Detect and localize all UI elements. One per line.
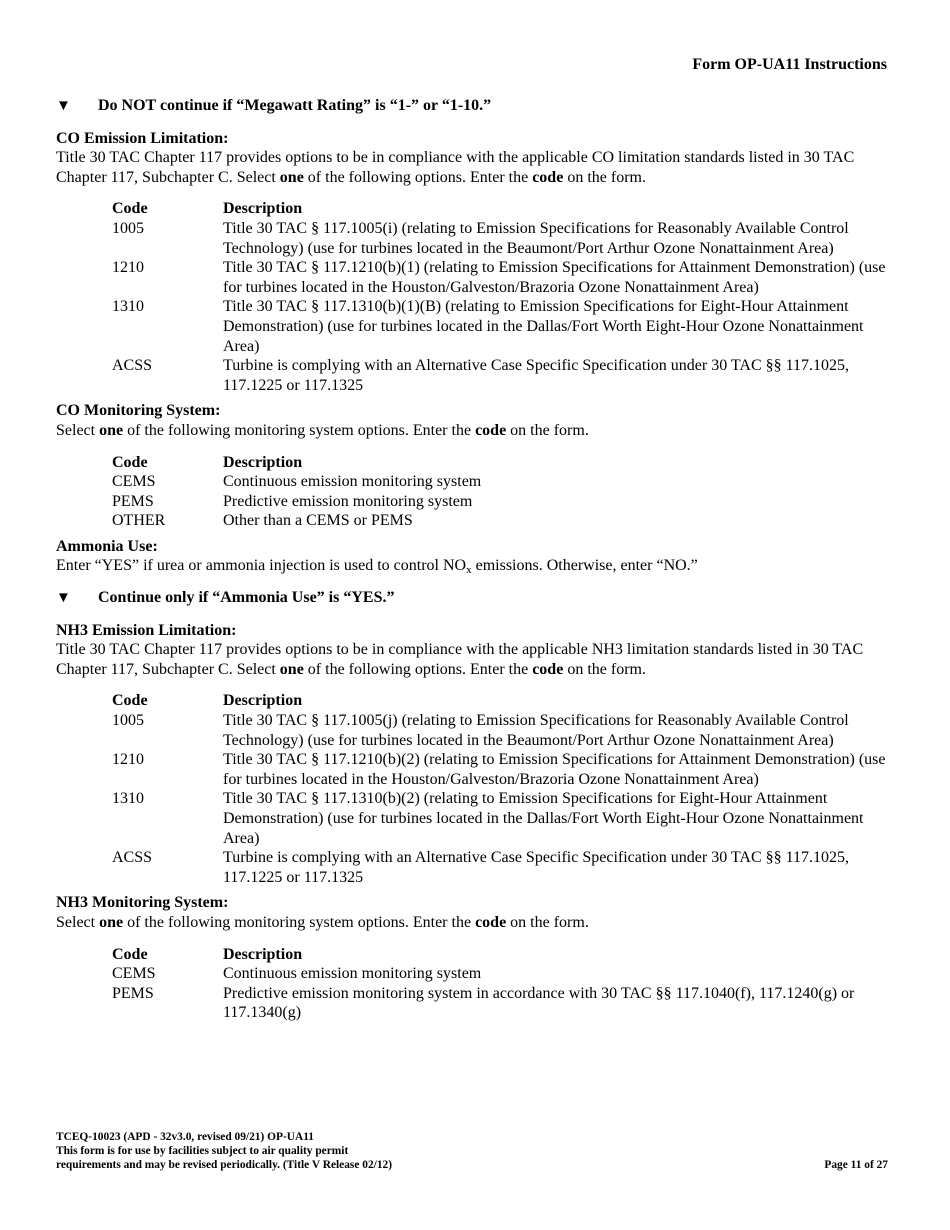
row-code: 1210 xyxy=(112,751,144,769)
table-header-row xyxy=(112,691,895,711)
row-code: 1310 xyxy=(112,298,144,316)
column-header-code: Code xyxy=(112,453,148,471)
notice-text: Do NOT continue if “Megawatt Rating” is “1-” or “1-10.” xyxy=(98,97,492,114)
table-row xyxy=(112,219,895,258)
code-table-nh3-limitation xyxy=(112,691,895,887)
section-intro: Title 30 TAC Chapter 117 provides options to be in compliance with the applicable NH3 limitation standards listed in 30 TAC Chapter 117, Subchapter C. Select one of the following options. Enter the code on the form. xyxy=(56,641,864,678)
table-row xyxy=(112,984,895,1023)
section-intro: Select one of the following monitoring system options. Enter the code on the form. xyxy=(56,913,589,931)
row-code: 1005 xyxy=(112,712,144,730)
code-table-co-monitoring xyxy=(112,453,895,531)
row-description: Title 30 TAC § 117.1310(b)(2) (relating to Emission Specifications for Eight-Hour Attainment Demonstration) (use for turbines located in the Dallas/Fort Worth Eight-Hour Ozone Nonattainment Area) xyxy=(223,790,864,847)
column-header-description: Description xyxy=(223,945,303,963)
row-code: PEMS xyxy=(112,492,154,510)
code-table-co-limitation xyxy=(112,199,895,395)
row-code: ACSS xyxy=(112,849,153,867)
footer-revision-note: requirements and may be revised periodically. (Title V Release 02/12) xyxy=(56,1159,393,1172)
table-row xyxy=(112,511,895,531)
row-description: Continuous emission monitoring system xyxy=(223,965,482,983)
section-title-nh3-monitoring: NH3 Monitoring System: xyxy=(56,894,229,912)
table-row xyxy=(112,297,895,356)
table-row xyxy=(112,750,895,789)
table-row xyxy=(112,492,895,512)
notice-text: Continue only if “Ammonia Use” is “YES.” xyxy=(98,589,395,607)
row-description: Title 30 TAC § 117.1005(j) (relating to Emission Specifications for Reasonably Available Control Technology) (use for turbines located in the Beaumont/Port Arthur Ozone Nonattainment Area) xyxy=(223,712,849,749)
row-code: 1310 xyxy=(112,790,144,808)
row-code: PEMS xyxy=(112,984,154,1002)
down-triangle-icon: ▼ xyxy=(56,590,71,607)
page-number: Page 11 of 27 xyxy=(824,1159,888,1172)
row-description: Title 30 TAC § 117.1005(i) (relating to Emission Specifications for Reasonably Available Control Technology) (use for turbines located in the Beaumont/Port Arthur Ozone Nonattainment Area) xyxy=(223,219,849,257)
table-row xyxy=(112,848,895,887)
row-code: CEMS xyxy=(112,473,156,491)
code-table-nh3-monitoring xyxy=(112,945,895,1023)
row-description: Title 30 TAC § 117.1210(b)(1) (relating to Emission Specifications for Attainment Demonstration) (use for turbines located in the Houston/Galveston/Brazoria Ozone Nonattainment Area) xyxy=(223,259,886,296)
section-title-ammonia-use: Ammonia Use: xyxy=(56,537,158,555)
table-row xyxy=(112,258,895,297)
row-description: Continuous emission monitoring system xyxy=(223,473,482,491)
row-description: Other than a CEMS or PEMS xyxy=(223,512,413,530)
column-header-code: Code xyxy=(112,200,148,218)
section-intro: Select one of the following monitoring system options. Enter the code on the form. xyxy=(56,421,589,439)
table-row xyxy=(112,789,895,848)
row-code: ACSS xyxy=(112,357,153,375)
column-header-description: Description xyxy=(223,692,303,710)
table-header-row xyxy=(112,453,895,473)
section-intro: Title 30 TAC Chapter 117 provides options to be in compliance with the applicable CO limitation standards listed in 30 TAC Chapter 117, Subchapter C. Select one of the following options. Enter the code on the form. xyxy=(56,149,855,186)
column-header-code: Code xyxy=(112,692,148,710)
document-body xyxy=(56,96,896,1023)
column-header-code: Code xyxy=(112,945,148,963)
page-header-title: Form OP-UA11 Instructions xyxy=(692,56,887,73)
row-description: Predictive emission monitoring system xyxy=(223,492,473,510)
row-description: Predictive emission monitoring system in accordance with 30 TAC §§ 117.1040(f), 117.1240(g) or 117.1340(g) xyxy=(223,984,855,1022)
page-footer xyxy=(56,1130,888,1173)
table-row xyxy=(112,472,895,492)
footer-usage-note: This form is for use by facilities subject to air quality permit xyxy=(56,1145,349,1158)
table-header-row xyxy=(112,945,895,965)
row-code: 1005 xyxy=(112,219,144,237)
row-code: OTHER xyxy=(112,512,166,530)
notice-megawatt xyxy=(56,96,896,117)
row-code: 1210 xyxy=(112,259,144,277)
table-row xyxy=(112,711,895,750)
table-row xyxy=(112,356,895,395)
ammonia-instructions: Enter “YES” if urea or ammonia injection is used to control $NO_x$ emissions. Otherwise, enter “NO.” xyxy=(56,557,698,577)
row-description: Turbine is complying with an Alternative Case Specific Specification under 30 TAC §§ 117.1025, 117.1225 or 117.1325 xyxy=(223,849,850,886)
row-description: Turbine is complying with an Alternative Case Specific Specification under 30 TAC §§ 117.1025, 117.1225 or 117.1325 xyxy=(223,357,850,394)
table-row xyxy=(112,964,895,984)
row-description: Title 30 TAC § 117.1210(b)(2) (relating to Emission Specifications for Attainment Demonstration) (use for turbines located in the Houston/Galveston/Brazoria Ozone Nonattainment Area) xyxy=(223,751,886,788)
section-title-nh3-limitation: NH3 Emission Limitation: xyxy=(56,621,237,639)
section-title-co-limitation: CO Emission Limitation: xyxy=(56,129,229,147)
table-header-row xyxy=(112,199,895,219)
footer-form-id: TCEQ-10023 (APD - 32v3.0, revised 09/21) OP-UA11 xyxy=(56,1131,314,1143)
section-title-co-monitoring: CO Monitoring System: xyxy=(56,402,221,420)
row-code: CEMS xyxy=(112,965,156,983)
column-header-description: Description xyxy=(223,453,303,471)
column-header-description: Description xyxy=(223,200,303,218)
row-description: Title 30 TAC § 117.1310(b)(1)(B) (relating to Emission Specifications for Eight-Hour Attainment Demonstration) (use for turbines located in the Dallas/Fort Worth Eight-Hour Ozone Nonattainment Area) xyxy=(223,298,864,355)
notice-ammonia xyxy=(56,588,896,609)
down-triangle-icon: ▼ xyxy=(56,98,71,114)
